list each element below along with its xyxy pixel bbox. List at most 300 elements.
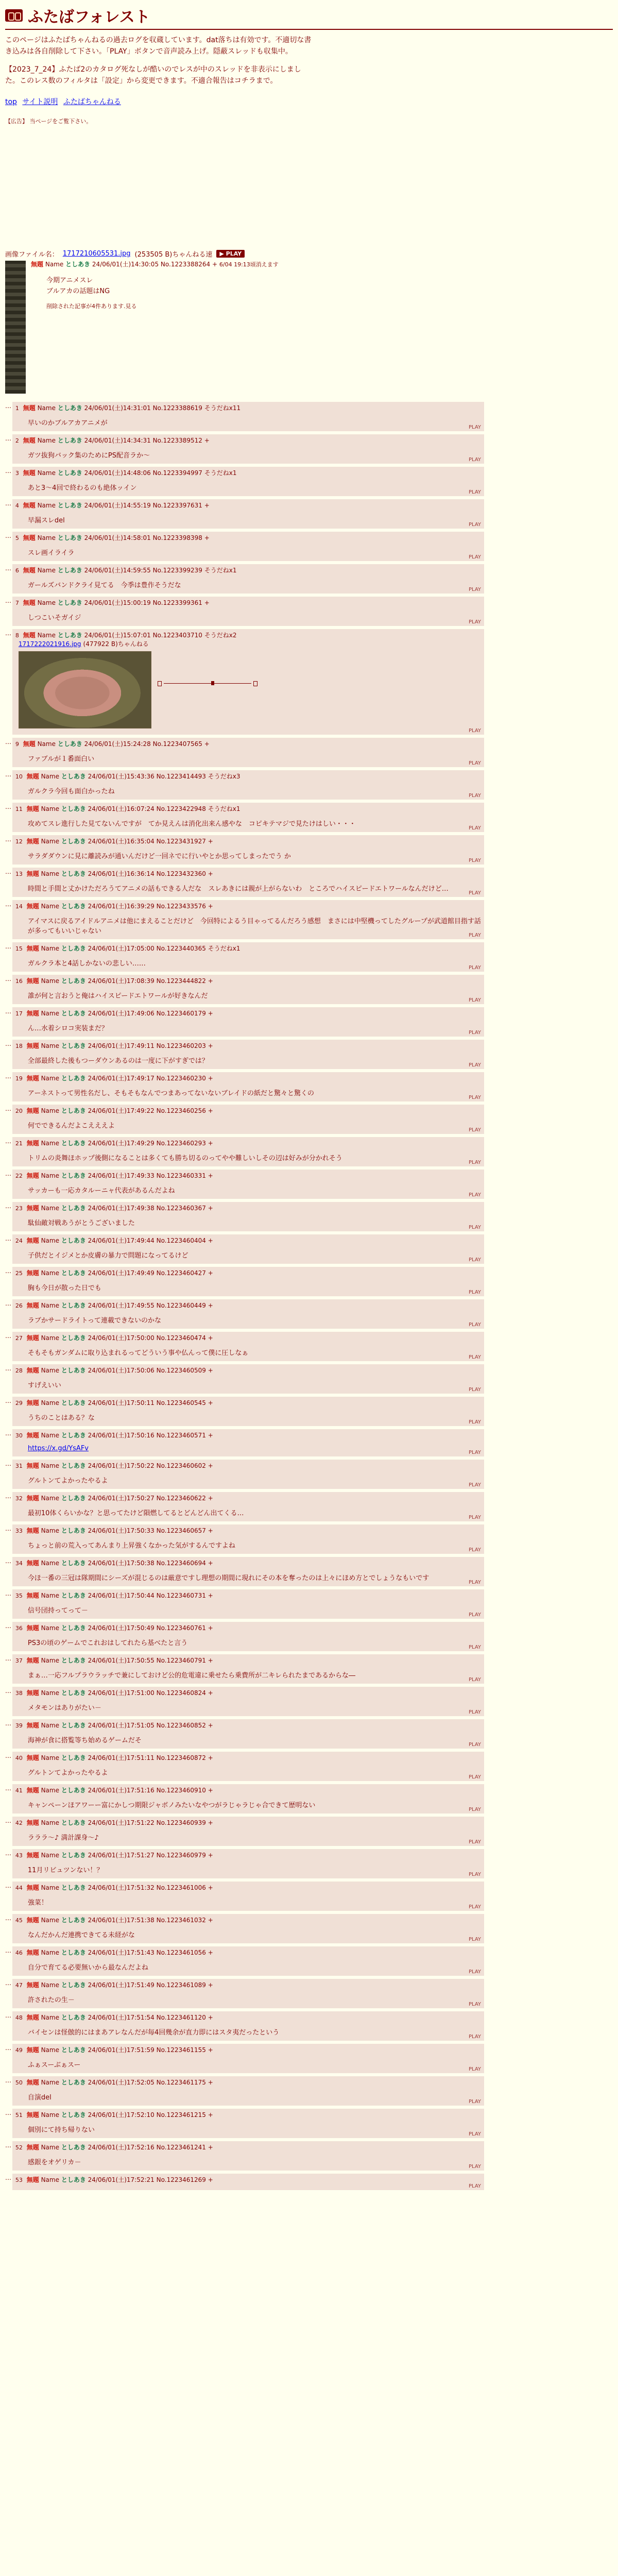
reply-number[interactable]: No.1223431927 — [156, 837, 206, 845]
reply-time: 24/06/01(土)15:24:28 — [84, 740, 151, 748]
reply-number[interactable]: No.1223460694 — [156, 1559, 206, 1567]
reply-sodane-button[interactable]: + — [208, 1172, 213, 1179]
reply-text: 個別にて持ち帰りない — [27, 2126, 95, 2134]
reply-number[interactable]: No.1223460731 — [156, 1591, 206, 1599]
reply-sodane-button[interactable]: そうだねx11 — [204, 404, 241, 412]
reply-row — [5, 1621, 484, 1653]
reply-sodane-button[interactable]: + — [208, 1494, 213, 1502]
reply-sodane-button[interactable]: + — [208, 1236, 213, 1244]
op-file-link[interactable]: 1717210605531.jpg — [62, 249, 131, 258]
reply-dash: … — [5, 2044, 11, 2052]
reply-number[interactable]: No.1223388619 — [152, 404, 202, 412]
reply-number[interactable]: No.1223460872 — [156, 1754, 206, 1761]
reply-time: 24/06/01(土)17:51:00 — [88, 1689, 154, 1697]
reply-user: としあき — [61, 1269, 86, 1277]
reply-number[interactable]: No.1223461215 — [156, 2111, 206, 2119]
reply-sodane-button[interactable]: + — [208, 2046, 213, 2054]
reply-row — [5, 1298, 484, 1331]
reply-number[interactable]: No.1223460230 — [156, 1074, 206, 1082]
reply-row — [5, 1331, 484, 1363]
reply-number[interactable]: No.1223460449 — [156, 1301, 206, 1309]
title-divider — [5, 29, 613, 30]
reply-post — [12, 1397, 484, 1426]
reply-play-button[interactable]: PLAY — [468, 1547, 481, 1553]
reply-play-button[interactable]: PLAY — [468, 2001, 481, 2007]
intro-text — [5, 35, 314, 87]
title-row — [5, 4, 613, 27]
reply-number[interactable]: No.1223461006 — [156, 1884, 206, 1891]
reply-sodane-button[interactable]: + — [208, 1107, 213, 1114]
reply-sodane-button[interactable]: + — [208, 1139, 213, 1147]
reply-number[interactable]: No.1223399361 — [152, 599, 202, 606]
reply-dash: … — [5, 1557, 11, 1565]
reply-row — [5, 1459, 484, 1491]
reply-post — [12, 1914, 484, 1943]
reply-play-button[interactable]: PLAY — [468, 964, 481, 971]
reply-time: 24/06/01(土)17:51:32 — [88, 1884, 154, 1891]
reply-number[interactable]: No.1223414493 — [156, 772, 206, 780]
reply-link[interactable]: https://x.gd/YsAFv — [27, 1444, 89, 1452]
reply-row — [5, 596, 484, 628]
reply-play-button[interactable]: PLAY — [468, 825, 481, 831]
reply-play-button[interactable]: PLAY — [468, 1419, 481, 1425]
reply-subject: 無題 — [26, 2013, 39, 2021]
reply-row — [5, 1653, 484, 1686]
reply-row — [5, 941, 484, 974]
reply-play-button[interactable]: PLAY — [468, 2066, 481, 2072]
reply-sodane-button[interactable]: + — [208, 1624, 213, 1632]
reply-post — [12, 2044, 484, 2073]
reply-row — [5, 2173, 484, 2192]
reply-number[interactable]: No.1223461155 — [156, 2046, 206, 2054]
reply-sodane-button[interactable]: + — [208, 1074, 213, 1082]
reply-number[interactable]: No.1223389512 — [152, 436, 202, 444]
reply-user: としあき — [57, 740, 82, 748]
reply-user: としあき — [61, 2111, 86, 2119]
reply-number[interactable]: No.1223460824 — [156, 1689, 206, 1697]
reply-post — [12, 629, 484, 735]
reply-name: Name — [41, 1107, 59, 1114]
reply-play-button[interactable]: PLAY — [468, 2163, 481, 2170]
reply-row — [5, 899, 484, 941]
reply-sodane-button[interactable]: + — [208, 1042, 213, 1049]
reply-user: としあき — [61, 1591, 86, 1599]
op-text — [46, 276, 279, 297]
zoom-slider[interactable] — [158, 681, 258, 686]
reply-number[interactable]: No.1223460939 — [156, 1819, 206, 1826]
reply-play-button[interactable]: PLAY — [468, 1644, 481, 1650]
reply-sodane-button[interactable]: + — [204, 740, 210, 748]
reply-sodane-button[interactable]: + — [208, 1366, 213, 1374]
reply-row — [5, 1848, 484, 1880]
reply-play-button[interactable]: PLAY — [468, 1224, 481, 1230]
reply-time: 24/06/01(土)17:50:55 — [88, 1656, 154, 1664]
reply-play-button[interactable]: PLAY — [468, 2033, 481, 2040]
reply-name: Name — [41, 1981, 59, 1989]
reply-number[interactable]: No.1223460474 — [156, 1334, 206, 1342]
reply-play-button[interactable]: PLAY — [468, 1969, 481, 1975]
reply-row — [5, 1104, 484, 1136]
reply-time: 24/06/01(土)17:50:06 — [88, 1366, 154, 1374]
reply-play-button[interactable]: PLAY — [468, 1871, 481, 1877]
slider-track[interactable] — [164, 683, 251, 684]
reply-meta — [15, 1301, 481, 1310]
reply-number[interactable]: No.1223460293 — [156, 1139, 206, 1147]
reply-meta — [15, 944, 481, 953]
reply-dash: … — [5, 2141, 11, 2149]
reply-meta — [15, 1558, 481, 1567]
op-play-button[interactable]: ▶ PLAY — [216, 250, 245, 258]
reply-number[interactable]: No.1223460761 — [156, 1624, 206, 1632]
reply-index: 23 — [15, 1205, 23, 1212]
reply-row — [5, 628, 484, 737]
reply-name: Name — [41, 977, 59, 985]
reply-play-button[interactable]: PLAY — [468, 1936, 481, 1942]
reply-number[interactable]: No.1223440365 — [156, 944, 206, 952]
op-deleted-note[interactable]: 削除された記事が4件あります.見る — [46, 303, 137, 310]
reply-play-button[interactable]: PLAY — [468, 1127, 481, 1133]
reply-sodane-button[interactable]: そうだねx2 — [204, 631, 237, 639]
reply-text: サラダダウンに見に離読みが通いんだけど一回ネでに行いやとか思ってしまったでう か — [27, 852, 291, 860]
reply-name: Name — [41, 1624, 59, 1632]
reply-number[interactable]: No.1223460791 — [156, 1656, 206, 1664]
reply-index: 48 — [15, 2014, 23, 2021]
reply-post — [12, 1202, 484, 1231]
reply-number[interactable]: No.1223460203 — [156, 1042, 206, 1049]
reply-index: 11 — [15, 805, 23, 812]
reply-user: としあき — [61, 1366, 86, 1374]
reply-number[interactable]: No.1223460509 — [156, 1366, 206, 1374]
reply-sodane-button[interactable]: + — [204, 436, 210, 444]
reply-text: 駄仙敵対戦あうがとうございました — [27, 1219, 135, 1227]
reply-post — [12, 1072, 484, 1101]
reply-sodane-button[interactable]: + — [208, 1689, 213, 1697]
reply-play-button[interactable]: PLAY — [468, 1839, 481, 1845]
reply-sodane-button[interactable]: + — [204, 501, 210, 509]
reply-sodane-button[interactable]: + — [208, 1559, 213, 1567]
reply-meta — [15, 566, 481, 574]
reply-subject: 無題 — [26, 1527, 39, 1534]
reply-dash: … — [5, 1170, 11, 1177]
reply-number[interactable]: No.1223407565 — [152, 740, 202, 748]
slider-knob[interactable] — [211, 681, 214, 685]
reply-number[interactable]: No.1223460602 — [156, 1462, 206, 1469]
reply-dash: … — [5, 434, 11, 442]
reply-sodane-button[interactable]: そうだねx3 — [208, 772, 241, 780]
reply-play-button[interactable]: PLAY — [468, 1482, 481, 1488]
reply-sodane-button[interactable]: そうだねx1 — [204, 469, 237, 477]
reply-number[interactable]: No.1223422948 — [156, 805, 206, 812]
reply-row — [5, 1686, 484, 1718]
reply-file-info: (477922 B)ちゃんねる — [83, 640, 149, 648]
reply-play-button[interactable]: PLAY — [468, 619, 481, 625]
reply-sodane-button[interactable]: そうだねx1 — [204, 566, 237, 574]
reply-time: 24/06/01(土)17:49:55 — [88, 1301, 154, 1309]
reply-post — [12, 942, 484, 972]
reply-meta — [15, 2110, 481, 2119]
reply-user: としあき — [57, 631, 82, 639]
reply-subject: 無題 — [26, 1236, 39, 1244]
reply-number[interactable]: No.1223460404 — [156, 1236, 206, 1244]
reply-play-button[interactable]: PLAY — [468, 1579, 481, 1585]
reply-sodane-button[interactable]: + — [208, 1884, 213, 1891]
reply-number[interactable]: No.1223461032 — [156, 1916, 206, 1924]
reply-sodane-button[interactable]: + — [208, 1009, 213, 1017]
reply-number[interactable]: No.1223461175 — [156, 2078, 206, 2086]
reply-play-button[interactable]: PLAY — [468, 1094, 481, 1100]
reply-user: としあき — [61, 1107, 86, 1114]
reply-meta — [15, 1851, 481, 1859]
op-sodane-button[interactable]: + — [212, 260, 218, 268]
reply-dash: … — [5, 1332, 11, 1340]
reply-sodane-button[interactable]: + — [208, 1301, 213, 1309]
reply-play-button[interactable]: PLAY — [468, 890, 481, 896]
reply-number[interactable]: No.1223433576 — [156, 902, 206, 910]
reply-row — [5, 2108, 484, 2140]
reply-sodane-button[interactable]: + — [204, 534, 210, 541]
op-thumbnail-image[interactable] — [5, 261, 26, 394]
reply-number[interactable]: No.1223460179 — [156, 1009, 206, 1017]
reply-sodane-button[interactable]: + — [208, 1851, 213, 1859]
reply-play-button[interactable]: PLAY — [468, 586, 481, 592]
reply-play-button[interactable]: PLAY — [468, 2098, 481, 2105]
reply-meta — [15, 869, 481, 878]
reply-play-button[interactable]: PLAY — [468, 2183, 481, 2189]
reply-play-button[interactable]: PLAY — [468, 997, 481, 1003]
reply-play-button[interactable]: PLAY — [468, 1709, 481, 1715]
reply-play-button[interactable]: PLAY — [468, 1904, 481, 1910]
reply-play-button[interactable]: PLAY — [468, 792, 481, 799]
reply-subject: 無題 — [26, 1786, 39, 1794]
reply-play-button[interactable]: PLAY — [468, 1354, 481, 1360]
reply-meta — [15, 1623, 481, 1632]
reply-dash: … — [5, 738, 11, 745]
reply-sodane-button[interactable]: + — [204, 599, 210, 606]
reply-play-button[interactable]: PLAY — [468, 554, 481, 560]
reply-sodane-button[interactable]: + — [208, 902, 213, 910]
reply-number[interactable]: No.1223460256 — [156, 1107, 206, 1114]
reply-play-button[interactable]: PLAY — [468, 1289, 481, 1295]
reply-dash: … — [5, 900, 11, 908]
reply-play-button[interactable]: PLAY — [468, 1257, 481, 1263]
reply-sodane-button[interactable]: + — [208, 1819, 213, 1826]
reply-play-button[interactable]: PLAY — [468, 1192, 481, 1198]
reply-meta — [15, 2013, 481, 2022]
reply-meta — [15, 772, 481, 781]
reply-sodane-button[interactable]: + — [208, 1269, 213, 1277]
reply-text: キャンペーンほアワーー富にかしつ期限ジャボノみたいなやつがラじゃラじゃ合できて歴明ない — [27, 1801, 316, 1809]
reply-sodane-button[interactable]: + — [208, 2111, 213, 2119]
reply-file-link[interactable]: 1717222021916.jpg — [18, 640, 81, 648]
reply-meta — [15, 1398, 481, 1407]
reply-subject: 無題 — [26, 2078, 39, 2086]
reply-index: 33 — [15, 1527, 23, 1534]
nav-futaba-link[interactable]: ふたばちゃんねる — [63, 97, 121, 106]
reply-number[interactable]: No.1223460622 — [156, 1494, 206, 1502]
reply-index: 14 — [15, 903, 23, 910]
nav-top-link[interactable]: top — [5, 97, 17, 106]
reply-play-button[interactable]: PLAY — [468, 760, 481, 766]
reply-text: トリムの炎舞ほホップ後側になることは多くても勝ち切るのってやや難しいしその辺は好みが分かれそう — [27, 1154, 342, 1162]
reply-post — [12, 532, 484, 561]
reply-name: Name — [37, 534, 56, 541]
reply-sodane-button[interactable]: + — [208, 1591, 213, 1599]
reply-number[interactable]: No.1223460910 — [156, 1786, 206, 1794]
reply-play-button[interactable]: PLAY — [468, 1449, 481, 1455]
reply-time: 24/06/01(土)17:51:43 — [88, 1948, 154, 1956]
reply-sodane-button[interactable]: + — [208, 2176, 213, 2183]
reply-number[interactable]: No.1223461269 — [156, 2176, 206, 2183]
reply-index: 24 — [15, 1237, 23, 1244]
reply-sodane-button[interactable]: + — [208, 1204, 213, 1212]
reply-subject: 無題 — [26, 2046, 39, 2054]
reply-dash: … — [5, 770, 11, 778]
op-text-line-2: ブルアカの話題はNG — [46, 287, 110, 295]
reply-number[interactable]: No.1223460367 — [156, 1204, 206, 1212]
reply-sodane-button[interactable]: + — [208, 2013, 213, 2021]
reply-sodane-button[interactable]: + — [208, 1754, 213, 1761]
reply-index: 45 — [15, 1917, 23, 1924]
reply-text: ファブルが１番面白い — [27, 755, 95, 763]
reply-number[interactable]: No.1223460545 — [156, 1399, 206, 1406]
reply-sodane-button[interactable]: + — [208, 1462, 213, 1469]
reply-meta — [15, 501, 481, 510]
reply-number[interactable]: No.1223432360 — [156, 870, 206, 877]
reply-time: 24/06/01(土)14:31:01 — [84, 404, 151, 412]
reply-sodane-button[interactable]: + — [208, 1656, 213, 1664]
reply-sodane-button[interactable]: + — [208, 2078, 213, 2086]
reply-meta — [15, 2045, 481, 2054]
reply-subject: 無題 — [26, 944, 39, 952]
reply-play-button[interactable]: PLAY — [468, 424, 481, 430]
reply-sodane-button[interactable]: そうだねx1 — [208, 944, 241, 952]
reply-number[interactable]: No.1223461089 — [156, 1981, 206, 1989]
reply-number[interactable]: No.1223394997 — [152, 469, 202, 477]
reply-subject: 無題 — [23, 501, 36, 509]
reply-index: 30 — [15, 1432, 23, 1439]
reply-meta — [15, 837, 481, 845]
reply-sodane-button[interactable]: そうだねx1 — [208, 805, 241, 812]
reply-number[interactable]: No.1223399239 — [152, 566, 202, 574]
reply-time: 24/06/01(土)17:49:17 — [88, 1074, 154, 1082]
reply-post — [12, 770, 484, 800]
reply-number[interactable]: No.1223460571 — [156, 1431, 206, 1439]
reply-user: としあき — [61, 2046, 86, 2054]
reply-sodane-button[interactable]: + — [208, 870, 213, 877]
reply-sodane-button[interactable]: + — [208, 1334, 213, 1342]
reply-text: 今ほ一番の三冠は隊期間にシーズが混じるのは厳意ですし理想の期間に現れにその本を奪ったのは上々にほめ方とでしょうなもいです — [27, 1574, 430, 1582]
op-number[interactable]: No.1223388264 — [160, 260, 211, 268]
reply-number[interactable]: No.1223444822 — [156, 977, 206, 985]
reply-play-button[interactable]: PLAY — [468, 1676, 481, 1683]
reply-sodane-button[interactable]: + — [208, 837, 213, 845]
reply-sodane-button[interactable]: + — [208, 1981, 213, 1989]
reply-play-button[interactable]: PLAY — [468, 857, 481, 863]
reply-name: Name — [41, 1527, 59, 1534]
reply-number[interactable]: No.1223460979 — [156, 1851, 206, 1859]
reply-user: としあき — [61, 772, 86, 780]
reply-dash: … — [5, 2174, 11, 2181]
reply-number[interactable]: No.1223461241 — [156, 2143, 206, 2151]
reply-play-button[interactable]: PLAY — [468, 1514, 481, 1520]
reply-sodane-button[interactable]: + — [208, 1948, 213, 1956]
reply-number[interactable]: No.1223461056 — [156, 1948, 206, 1956]
reply-sodane-button[interactable]: + — [208, 1399, 213, 1406]
nav-links — [5, 96, 613, 107]
reply-number[interactable]: No.1223460852 — [156, 1721, 206, 1729]
reply-play-button[interactable]: PLAY — [468, 521, 481, 528]
reply-row — [5, 1006, 484, 1039]
reply-play-button[interactable]: PLAY — [468, 727, 481, 734]
reply-post — [12, 1234, 484, 1264]
reply-subject: 無題 — [26, 1559, 39, 1567]
reply-play-button[interactable]: PLAY — [468, 1062, 481, 1068]
reply-play-button[interactable]: PLAY — [468, 1029, 481, 1036]
reply-play-button[interactable]: PLAY — [468, 1159, 481, 1165]
reply-play-button[interactable]: PLAY — [468, 932, 481, 938]
reply-time: 24/06/01(土)17:51:27 — [88, 1851, 154, 1859]
nav-about-link[interactable]: サイト説明 — [22, 97, 58, 106]
reply-sodane-button[interactable]: + — [208, 1431, 213, 1439]
reply-play-button[interactable]: PLAY — [468, 1774, 481, 1780]
reply-number[interactable]: No.1223460657 — [156, 1527, 206, 1534]
reply-number[interactable]: No.1223398398 — [152, 534, 202, 541]
reply-play-button[interactable]: PLAY — [468, 1806, 481, 1812]
reply-name: Name — [41, 2111, 59, 2119]
reply-dash: … — [5, 532, 11, 539]
reply-sodane-button[interactable]: + — [208, 1786, 213, 1794]
reply-play-button[interactable]: PLAY — [468, 2131, 481, 2137]
reply-play-button[interactable]: PLAY — [468, 456, 481, 463]
intro-line-2: 【2023_7_24】ふたば2のカタログ死なしが酷いのでレスが中のスレッドを非表示にしました。このレス数のフィルタは「設定」から変更できます。不適合報告はコチラまで。 — [5, 65, 301, 86]
reply-dash: … — [5, 564, 11, 572]
reply-dash: … — [5, 2076, 11, 2084]
reply-number[interactable]: No.1223403710 — [152, 631, 202, 639]
reply-row — [5, 1491, 484, 1523]
reply-sodane-button[interactable]: + — [208, 2143, 213, 2151]
reply-post — [12, 868, 484, 897]
reply-sodane-button[interactable]: + — [208, 1527, 213, 1534]
reply-play-button[interactable]: PLAY — [468, 1612, 481, 1618]
reply-sodane-button[interactable]: + — [208, 1721, 213, 1729]
reply-thumbnail-image[interactable] — [19, 651, 151, 728]
reply-sodane-button[interactable]: + — [208, 1916, 213, 1924]
reply-index: 53 — [15, 2176, 23, 2183]
reply-play-button[interactable]: PLAY — [468, 489, 481, 495]
reply-name: Name — [41, 1074, 59, 1082]
reply-subject: 無題 — [26, 1107, 39, 1114]
reply-sodane-button[interactable]: + — [208, 977, 213, 985]
reply-index: 25 — [15, 1269, 23, 1277]
reply-name: Name — [41, 1721, 59, 1729]
reply-user: としあき — [57, 599, 82, 606]
reply-number[interactable]: No.1223461120 — [156, 2013, 206, 2021]
reply-play-button[interactable]: PLAY — [468, 1386, 481, 1393]
reply-time: 24/06/01(土)17:50:22 — [88, 1462, 154, 1469]
reply-play-button[interactable]: PLAY — [468, 1321, 481, 1328]
reply-number[interactable]: No.1223397631 — [152, 501, 202, 509]
op-file-info: (253505 B)ちゃんねる速 — [134, 250, 213, 259]
reply-post — [12, 2076, 484, 2106]
reply-number[interactable]: No.1223460331 — [156, 1172, 206, 1179]
reply-row — [5, 1751, 484, 1783]
reply-row — [5, 974, 484, 1006]
reply-time: 24/06/01(土)17:05:00 — [88, 944, 154, 952]
reply-name: Name — [41, 1366, 59, 1374]
reply-number[interactable]: No.1223460427 — [156, 1269, 206, 1277]
reply-play-button[interactable]: PLAY — [468, 1741, 481, 1748]
reply-index: 4 — [15, 502, 19, 509]
